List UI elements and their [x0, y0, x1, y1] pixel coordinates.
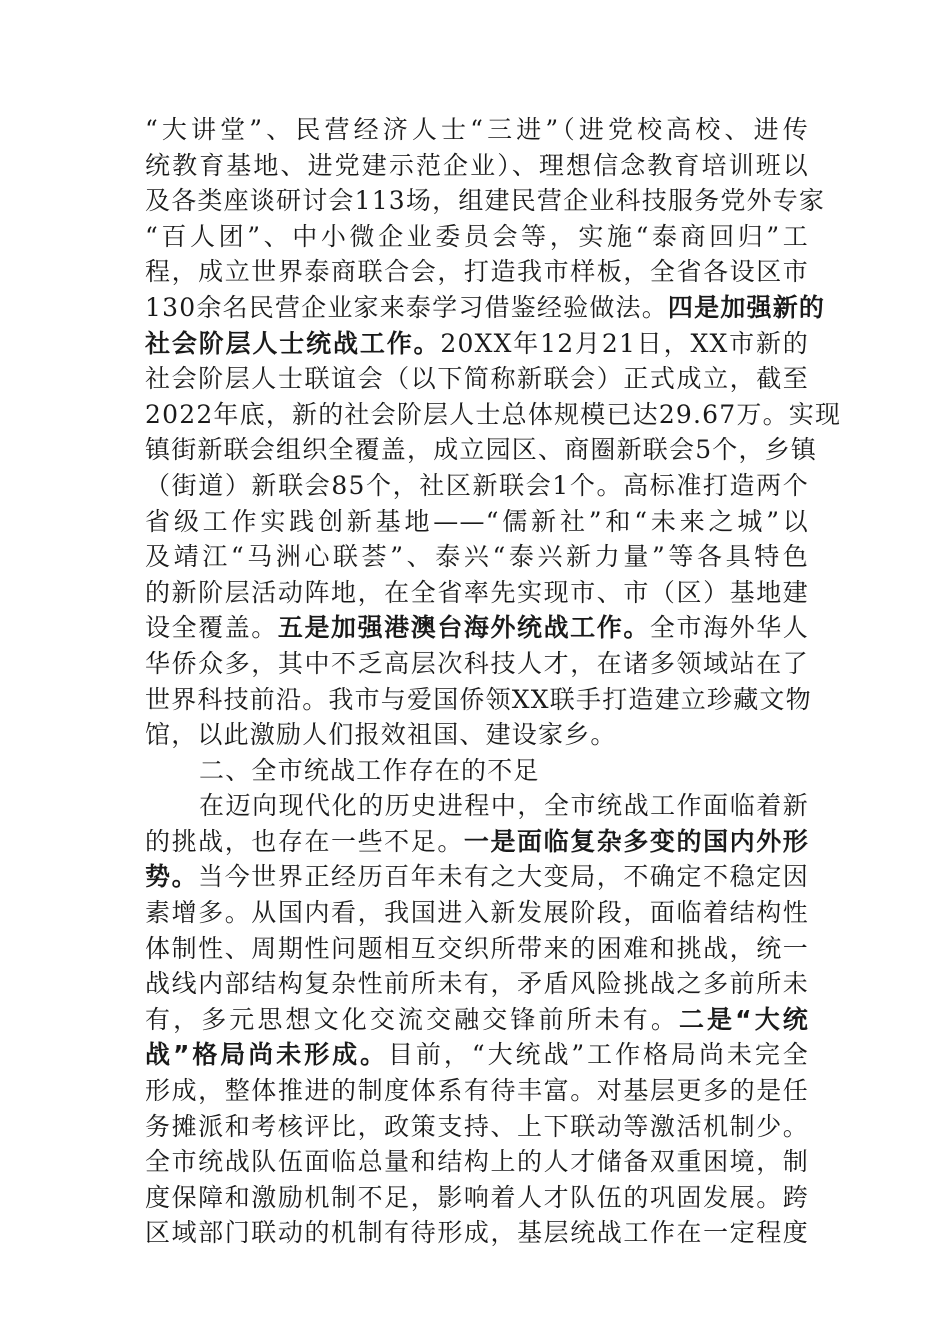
bold-text-run: 二是“大统	[678, 1004, 809, 1034]
text-run: 统教育基地、进党建示范企业）、理想信念教育培训班以	[145, 150, 809, 180]
text-run: 在迈向现代化的历史进程中，全市统战工作面临着新	[199, 791, 809, 821]
text-run: 度保障和激励机制不足，影响着人才队伍的巩固发展。跨	[145, 1182, 809, 1212]
text-line	[145, 895, 809, 931]
bold-text-run: 五是加强港澳台海外统战工作。	[277, 613, 650, 643]
text-line	[145, 397, 842, 433]
text-line	[145, 1215, 809, 1251]
bold-text-run: 战”格局尚未形成。	[145, 1040, 388, 1070]
text-line	[145, 610, 809, 646]
text-run: 程，成立世界泰商联合会，打造我市样板，全省各设区市	[145, 257, 809, 287]
text-line	[145, 148, 809, 184]
document-page	[145, 112, 842, 1251]
text-run: 当今世界正经历百年未有之大变局，不确定不稳定因	[198, 862, 809, 892]
text-line	[145, 824, 809, 860]
text-run: 全市海外华人	[649, 613, 809, 643]
text-line	[145, 361, 809, 397]
text-run: 馆，以此激励人们报效祖国、建设家乡。	[145, 720, 617, 750]
paragraph-ethnic-and-private-economy-work	[145, 112, 842, 753]
text-line	[145, 859, 809, 895]
text-line	[145, 788, 809, 824]
text-run: 形成，整体推进的制度体系有待丰富。对基层更多的是任	[145, 1076, 809, 1106]
text-line	[145, 575, 809, 611]
text-run: 区域部门联动的机制有待形成，基层统战工作在一定程度	[145, 1218, 809, 1248]
text-line	[145, 1180, 809, 1216]
text-run: “百人团”、中小微企业委员会等，实施“泰商回归”工	[145, 221, 809, 251]
bold-text-run: 一是面临复杂多变的国内外形	[463, 826, 809, 856]
text-run: 素增多。从国内看，我国进入新发展阶段，面临着结构性	[145, 898, 809, 928]
text-line	[145, 717, 809, 753]
text-line	[145, 1073, 809, 1109]
text-line	[145, 290, 826, 326]
text-line	[145, 432, 818, 468]
text-run: 及各类座谈研讨会113场，组建民营企业科技服务党外专家	[145, 186, 826, 216]
text-line	[145, 183, 826, 219]
text-run: 镇街新联会组织全覆盖，成立园区、商圈新联会5个，乡镇	[145, 435, 818, 465]
text-run: （街道）新联会85个，社区新联会1个。高标准打造两个	[145, 470, 809, 500]
text-line	[145, 1109, 809, 1145]
text-line	[145, 931, 809, 967]
text-run: 省级工作实践创新基地——“儒新社”和“未来之城”以	[145, 506, 809, 536]
text-run: 设全覆盖。	[145, 613, 278, 643]
text-run: 130余名民营企业家来泰学习借鉴经验做法。	[145, 292, 668, 322]
text-run: 世界科技前沿。我市与爱国侨领XX联手打造建立珍藏文物	[145, 684, 812, 714]
text-run: 体制性、周期性问题相互交织所带来的困难和挑战，统一	[145, 933, 809, 963]
text-run: 华侨众多，其中不乏高层次科技人才，在诸多领域站在了	[145, 648, 809, 678]
text-line	[145, 682, 812, 718]
bold-text-run: 四是加强新的	[667, 292, 826, 322]
text-run: 的挑战，也存在一些不足。	[145, 826, 464, 856]
bold-text-run: 社会阶层人士统战工作。	[145, 328, 441, 358]
text-run: 目前，“大统战”工作格局尚未完全	[387, 1040, 809, 1070]
text-line	[145, 1037, 809, 1073]
heading-line	[145, 753, 809, 789]
heading-text: 二、全市统战工作存在的不足	[199, 755, 540, 785]
text-line	[145, 254, 809, 290]
text-line	[145, 1144, 809, 1180]
text-run: 2022年底，新的社会阶层人士总体规模已达29.67万。实现	[145, 399, 842, 429]
text-run: 及靖江“马洲心联荟”、泰兴“泰兴新力量”等各具特色	[145, 542, 809, 572]
text-line	[145, 646, 809, 682]
text-line	[145, 219, 809, 255]
text-run: 战线内部结构复杂性前所未有，矛盾风险挑战之多前所未	[145, 969, 809, 999]
text-run: 的新阶层活动阵地，在全省率先实现市、市（区）基地建	[145, 577, 809, 607]
section-heading-2	[145, 753, 809, 789]
text-line	[145, 966, 809, 1002]
text-line	[145, 504, 809, 540]
text-line	[145, 112, 809, 148]
paragraph-shortcomings	[145, 788, 809, 1251]
text-line	[145, 539, 809, 575]
text-line	[145, 1002, 809, 1038]
text-run: 社会阶层人士联谊会（以下简称新联会）正式成立，截至	[145, 364, 809, 394]
text-line	[145, 468, 809, 504]
text-run: 务摊派和考核评比，政策支持、上下联动等激活机制少。	[145, 1111, 809, 1141]
bold-text-run: 势。	[145, 862, 199, 892]
text-run: 20XX年12月21日，XX市新的	[440, 328, 810, 358]
text-run: 全市统战队伍面临总量和结构上的人才储备双重困境，制	[145, 1147, 809, 1177]
text-line	[145, 326, 809, 362]
text-run: “大讲堂”、民营经济人士“三进”（进党校高校、进传	[145, 115, 809, 144]
text-run: 有，多元思想文化交流交融交锋前所未有。	[145, 1004, 679, 1034]
